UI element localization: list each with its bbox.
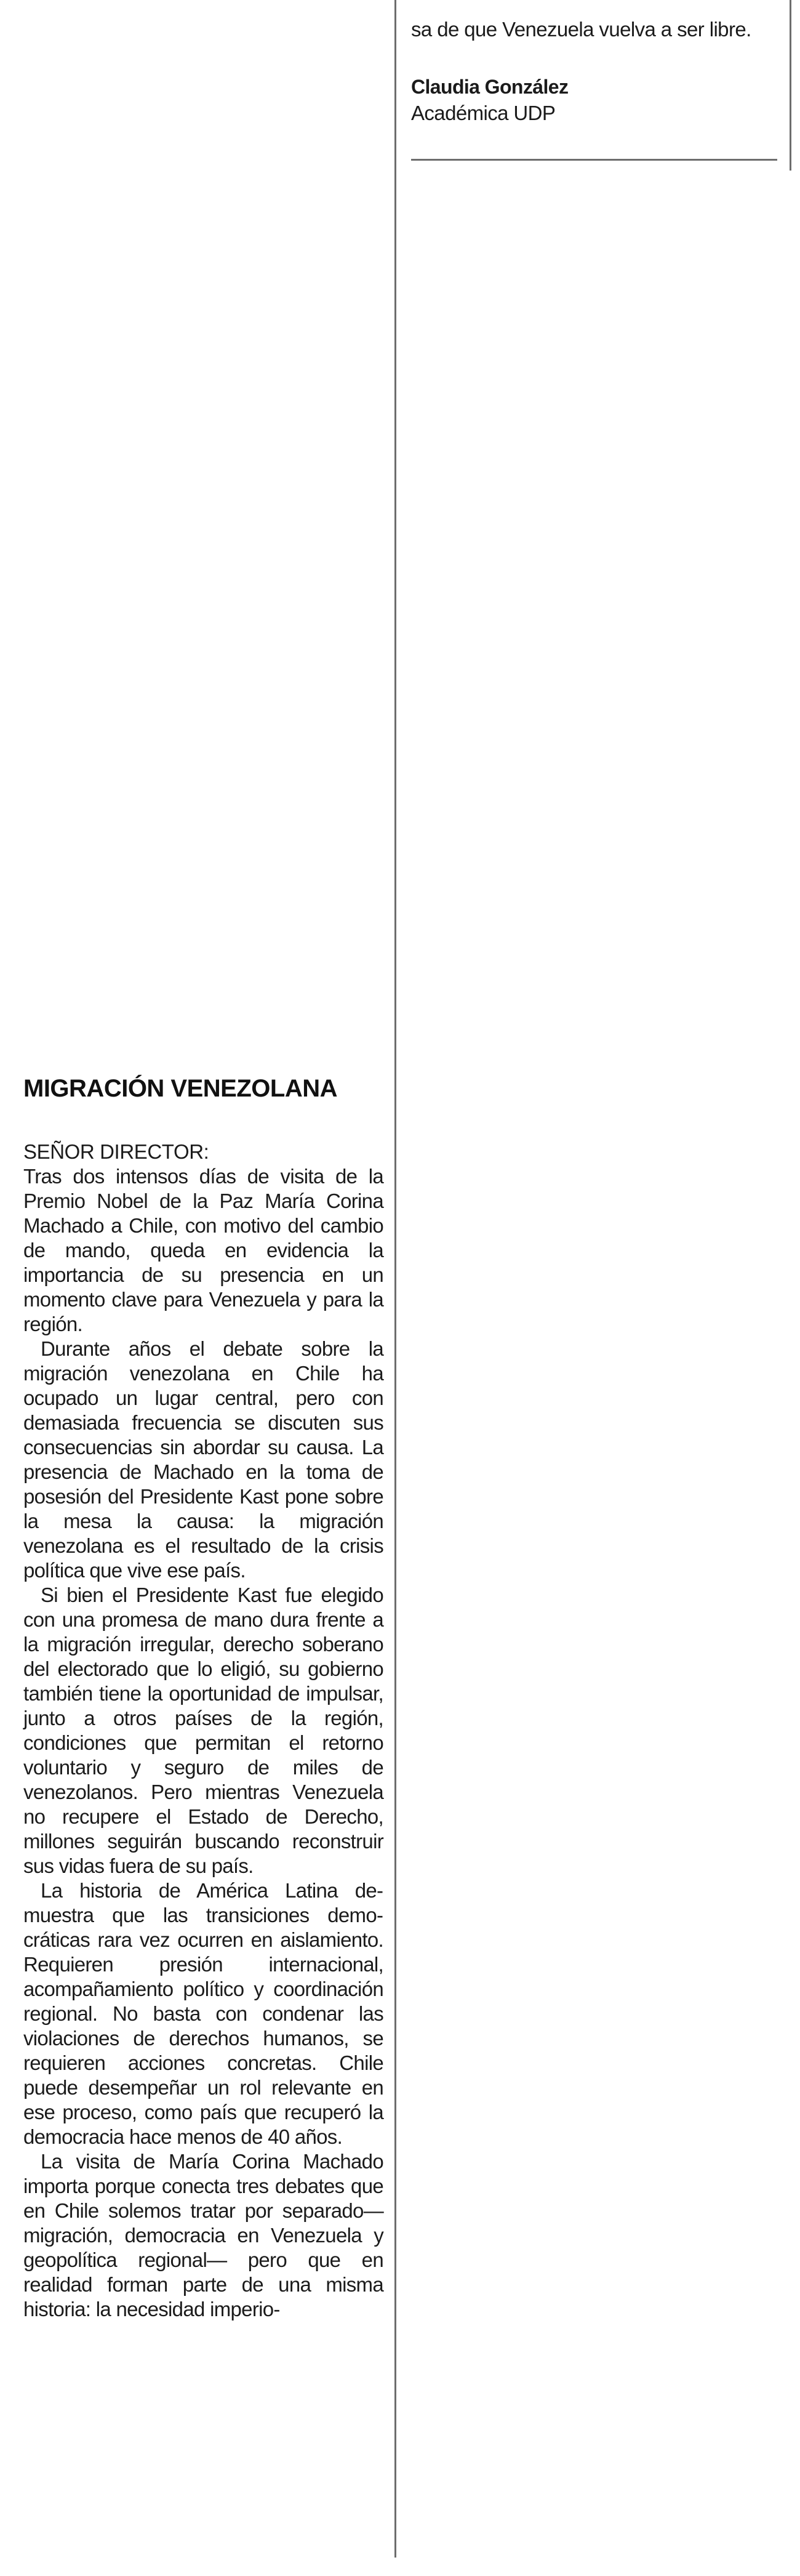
- letter-separator-rule: [411, 159, 777, 161]
- letter-headline: MIGRACIÓN VENEZOLANA: [23, 1075, 337, 1102]
- letter-paragraph: Durante años el debate sobre la migración venezolana en Chile ha ocupado un lugar central, pero con demasiada frecuencia se discuten sus consecuencias sin abordar su causa. La presencia de Machado en la toma de posesión del Presidente Kast pone sobre la mesa la causa: la migración venezolana es el resultado de la crisis política que vive ese país.: [23, 1337, 383, 1582]
- letter-closing-line: sa de que Venezuela vuelva a ser libre.: [411, 18, 751, 41]
- signature-name: Claudia González: [411, 76, 569, 98]
- letter-paragraph: La visita de María Corina Machado importa porque conecta tres debates que en Chile solemos tratar por separado—migración, democracia en Venezuela y geopolítica regional— pero que en realidad forman parte de una misma historia: la necesidad imperio-: [23, 2150, 383, 2320]
- letter-paragraph: La historia de América Latina demuestra que las transiciones democráticas rara vez ocurren en aislamiento. Requieren presión internacional, acompañamiento político y coordinación regional. No basta con condenar las violaciones de derechos humanos, se requieren acciones concretas. Chile puede desempeñar un rol relevante en ese proceso, como país que recuperó la democracia hace menos de 40 años.: [23, 1879, 383, 2148]
- letter-salutation: SEÑOR DIRECTOR:: [23, 1140, 209, 1163]
- signature-role: Académica UDP: [411, 102, 556, 124]
- letter-migracion-venezolana: [23, 1073, 383, 2322]
- right-edge-rule: [790, 0, 791, 171]
- letter-paragraph: Si bien el Presidente Kast fue elegido con una promesa de mano dura frente a la migración irregular, derecho soberano del electorado que lo eligió, su gobierno también tiene la oportunidad de impulsar, junto a otros países de la región, condiciones que permitan el retorno voluntario y seguro de miles de venezolanos. Pero mientras Venezuela no recupere el Estado de Derecho, millones seguirán buscando reconstruir sus vidas fuera de su país.: [23, 1584, 383, 1877]
- letter-paragraph: Tras dos intensos días de visita de la Premio Nobel de la Paz María Corina Machado a Chile, con motivo del cambio de mando, queda en evidencia la importancia de su presencia en un momento clave para Venezuela y para la región.: [23, 1165, 383, 1335]
- previous-letter-ending: [411, 15, 777, 127]
- column-divider: [394, 0, 396, 2558]
